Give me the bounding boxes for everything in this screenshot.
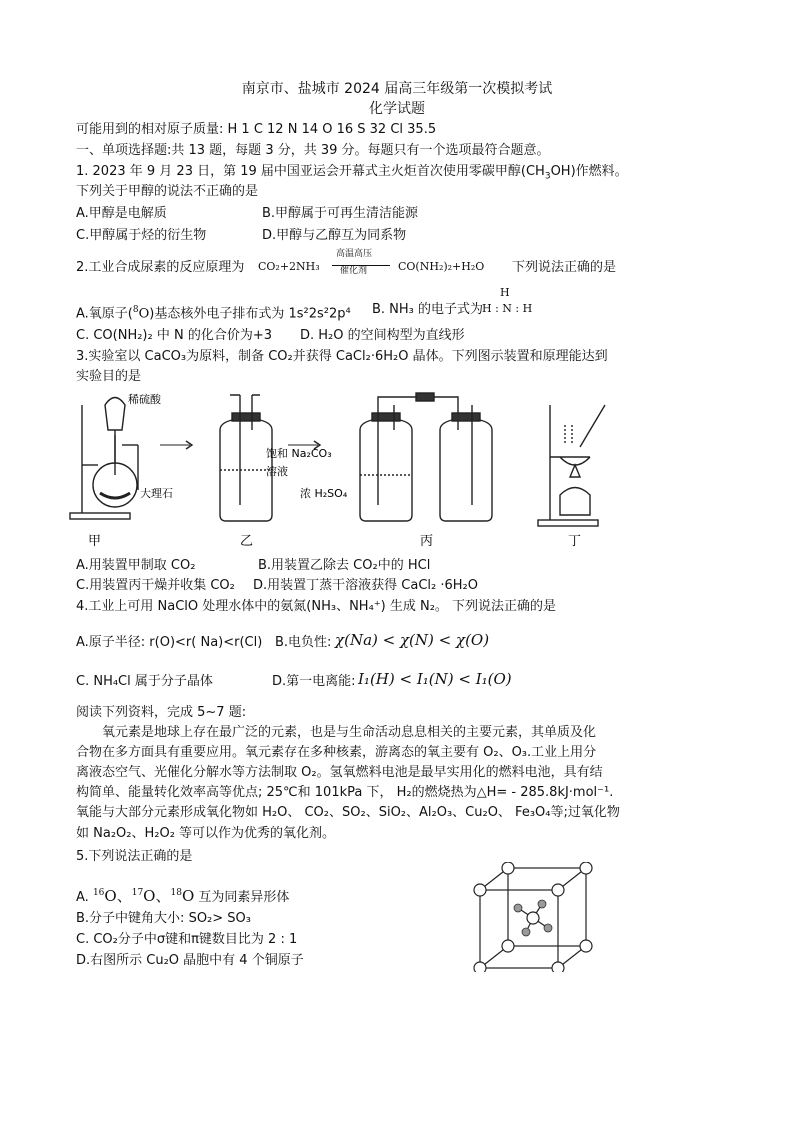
cu2o-unit-cell-figure — [470, 862, 600, 972]
label-jia: 甲 — [88, 534, 102, 549]
q2-stem-2: 下列说法正确的是 — [512, 260, 617, 275]
reading-p3: 离液态空气、光催化分解水等方法制取 O₂。氢氧燃料电池是最早实用化的燃料电池，具有结 — [76, 765, 603, 780]
q3-option-b: B.用装置乙除去 CO₂中的 HCl — [258, 558, 431, 573]
q4-stem: 4.工业上可用 NaClO 处理水体中的氨氮(NH₃、NH₄⁺) 生成 N₂。 下列说法正确的是 — [76, 599, 557, 614]
reading-p5: 氧能与大部分元素形成氧化物如 H₂O、 CO₂、SO₂、SiO₂、Al₂O₃、Cu₂O、 Fe₃O₄等;过氧化物 — [76, 805, 620, 820]
urea-equation: CO₂+2NH₃ 高温高压 催化剂 CO(NH₂)₂+H₂O — [258, 249, 485, 276]
q1-stem: 1. 2023 年 9 月 23 日，第 19 届中国亚运会开幕式主火炬首次使用零碳甲醇$(CH_3OH)$作燃料。 — [76, 164, 628, 182]
q4-option-c: C. NH₄Cl 属于分子晶体 — [76, 674, 213, 689]
reading-p1: 氧元素是地球上存在最广泛的元素，也是与生命活动息息相关的主要元素，其单质及化 — [102, 725, 597, 740]
q2-option-b: B. NH₃ 的电子式为 — [372, 302, 484, 317]
label-conc: 浓 H₂SO₄ — [300, 487, 348, 500]
q5-option-a: A. $^{16}$O、$^{17}$O、$^{18}$O 互为同素异形体 — [76, 887, 290, 905]
q5-stem: 5.下列说法正确的是 — [76, 849, 193, 864]
q4-option-b-label: B.电负性: — [275, 635, 332, 650]
reading-p4: 构简单、能量转化效率高等优点; 25℃和 101kPa 下， H₂的燃烧热为△H= - 285.8kJ·mol⁻¹. — [76, 785, 614, 800]
apparatus-bing — [360, 393, 492, 521]
q1-option-b: B.甲醇属于可再生清洁能源 — [262, 206, 419, 221]
section-heading: 一、单项选择题:共 13 题，每题 3 分，共 39 分。每题只有一个选项最符合题意。 — [76, 143, 550, 158]
label-sol: 溶液 — [266, 465, 288, 478]
q2-option-c: C. CO(NH₂)₂ 中 N 的化合价为+3 — [76, 328, 273, 343]
q5-option-b: B.分子中键角大小: SO₂> SO₃ — [76, 911, 251, 926]
ionization-energy-expr: I₁(H) < I₁(N) < I₁(O) — [358, 670, 512, 688]
q4-option-d-label: D.第一电离能: — [272, 674, 356, 689]
apparatus-ding — [538, 405, 605, 526]
label-sat: 饱和 Na₂CO₃ — [266, 447, 332, 460]
q5-option-d: D.右图所示 Cu₂O 晶胞中有 4 个铜原子 — [76, 953, 304, 968]
atomic-masses: 可能用到的相对原子质量: H 1 C 12 N 14 O 16 S 32 Cl 35.5 — [76, 122, 437, 137]
label-ding: 丁 — [568, 534, 582, 549]
label-bing: 丙 — [420, 534, 434, 549]
exam-title: 南京市、盐城市 2024 届高三年级第一次模拟考试 — [241, 81, 553, 97]
nh3-lewis-top: H — [500, 286, 510, 299]
reading-intro: 阅读下列资料，完成 5~7 题: — [76, 705, 247, 720]
q2-option-d: D. H₂O 的空间构型为直线形 — [300, 328, 465, 343]
exam-subtitle: 化学试题 — [369, 101, 425, 117]
q3-stem-2: 实验目的是 — [76, 369, 142, 384]
label-yi: 乙 — [240, 534, 254, 549]
q1-option-d: D.甲醇与乙醇互为同系物 — [262, 228, 407, 243]
label-acid: 稀硫酸 — [128, 393, 161, 406]
q3-option-c: C.用装置丙干燥并收集 CO₂ — [76, 578, 235, 593]
q2-option-a: A.氧原子($^8$O)基态核外电子排布式为 1s²2s²2p⁴ — [76, 305, 351, 322]
q3-option-d: D.用装置丁蒸干溶液获得 CaCl₂ ·6H₂O — [253, 578, 478, 593]
label-marble: 大理石 — [140, 487, 173, 500]
q4-option-a: A.原子半径: r(O)<r( Na)<r(Cl) — [76, 635, 263, 650]
apparatus-figure — [60, 385, 620, 555]
q3-option-a: A.用装置甲制取 CO₂ — [76, 558, 196, 573]
q1-option-a: A.甲醇是电解质 — [76, 206, 167, 221]
reading-p2: 合物在多方面具有重要应用。氧元素存在多种核素，游离态的氧主要有 O₂、O₃.工业上用分 — [76, 745, 597, 760]
q3-stem: 3.实验室以 CaCO₃为原料，制备 CO₂并获得 CaCl₂·6H₂O 晶体。下列图示装置和原理能达到 — [76, 349, 608, 364]
reading-p6: 如 Na₂O₂、H₂O₂ 等可以作为优秀的氧化剂。 — [76, 826, 336, 841]
q2-stem: 2.工业合成尿素的反应原理为 — [76, 260, 245, 275]
nh3-lewis-structure: H : N : H — [482, 302, 533, 315]
electronegativity-expr: χ(Na) < χ(N) < χ(O) — [335, 631, 490, 649]
q1-option-c: C.甲醇属于烃的衍生物 — [76, 228, 207, 243]
q5-option-c: C. CO₂分子中σ键和π键数目比为 2 : 1 — [76, 932, 298, 947]
q1-stem-2: 下列关于甲醇的说法不正确的是 — [76, 184, 259, 199]
apparatus-jia — [70, 398, 192, 520]
